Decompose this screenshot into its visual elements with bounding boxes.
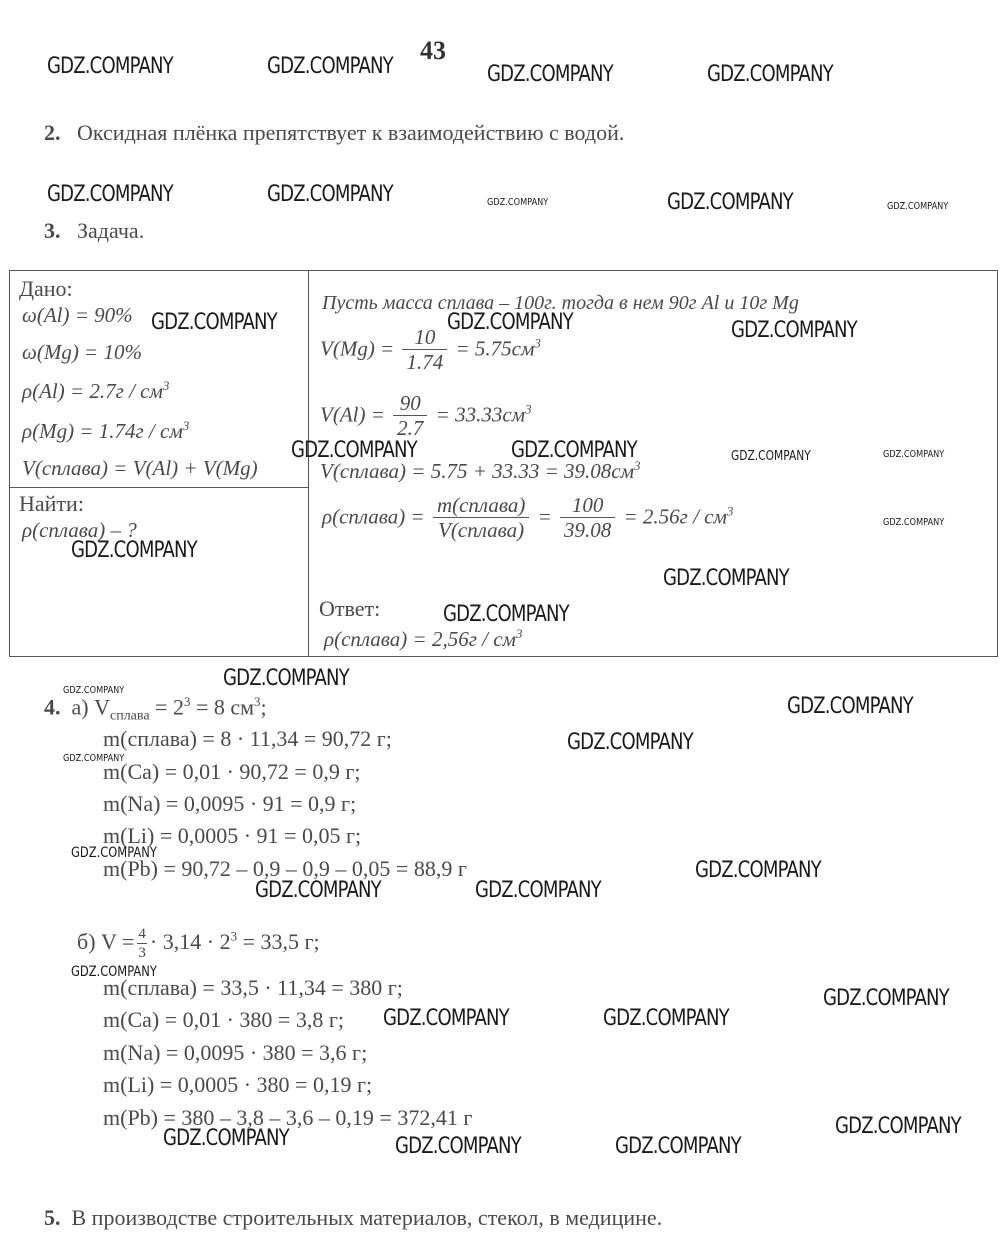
table-divider-vertical [308, 270, 309, 657]
watermark: GDZ.COMPANY [883, 449, 945, 460]
item-4-b-line-2: m(сплава) = 33,5 · 11,34 = 380 г; [103, 975, 403, 1000]
find-header: Найти: [19, 491, 84, 516]
watermark: GDZ.COMPANY [267, 54, 393, 79]
item-4-a-line-1 [44, 694, 267, 725]
val-fraction [393, 392, 427, 441]
item-4-b-line-3: m(Ca) = 0,01 · 380 = 3,8 г; [103, 1007, 344, 1032]
given-3-text: ρ(Al) = 2.7г / см [22, 379, 163, 403]
item-4-a-l1-exp: 3 [183, 694, 191, 709]
watermark: GDZ.COMPANY [603, 1006, 729, 1031]
item-4-b-l1-post: = 33,5 г; [237, 928, 320, 954]
rho-denominator-1: V(сплава) [438, 518, 525, 543]
watermark: GDZ.COMPANY [707, 62, 833, 87]
watermark: GDZ.COMPANY [447, 310, 573, 335]
find-value: ρ(сплава) – ? [22, 518, 137, 542]
page-number: 43 [420, 36, 446, 65]
solution-val [320, 392, 532, 441]
watermark: GDZ.COMPANY [511, 438, 637, 463]
watermark: GDZ.COMPANY [71, 964, 157, 980]
item-4-b-l1-exp: 3 [230, 928, 238, 944]
item-4-a-line-5: m(Li) = 0,0005 · 91 = 0,05 г; [103, 823, 362, 848]
table-border-top [9, 270, 998, 271]
vmg-exp: 3 [534, 335, 541, 351]
watermark: GDZ.COMPANY [255, 878, 381, 903]
item-4-b-fraction [137, 926, 147, 962]
item-4-b-line-1 [77, 926, 320, 962]
rho-numerator-1: m(сплава) [433, 494, 529, 518]
item-4-b-line-4: m(Na) = 0,0095 · 380 = 3,6 г; [103, 1040, 368, 1065]
watermark: GDZ.COMPANY [291, 438, 417, 463]
rho-denominator-2: 39.08 [563, 518, 612, 543]
vs-exp: 3 [634, 458, 641, 473]
item-5-text: В производстве строительных материалов, стекол, в медицине. [71, 1205, 663, 1230]
rho-fraction-1 [433, 494, 529, 543]
val-numerator: 90 [393, 392, 427, 416]
given-header: Дано: [19, 276, 73, 301]
item-4-a-l1-pre: а) V [71, 694, 110, 720]
item-4-a-l1-exp2: 3 [254, 694, 261, 709]
item-5 [44, 1205, 662, 1231]
watermark: GDZ.COMPANY [731, 318, 857, 343]
watermark: GDZ.COMPANY [695, 858, 821, 883]
given-3-exp: 3 [162, 378, 170, 393]
watermark: GDZ.COMPANY [163, 1126, 289, 1151]
rho-exp: 3 [726, 503, 734, 519]
item-2-text: Оксидная плёнка препятствует к взаимодействию с водой. [77, 120, 625, 145]
item-4-b-l1-mid: · 3,14 · 2 [149, 928, 231, 954]
item-4-a-l1-mid: = 2 [149, 694, 184, 720]
watermark: GDZ.COMPANY [47, 54, 173, 79]
watermark: GDZ.COMPANY [823, 986, 949, 1011]
item-3 [44, 218, 144, 244]
watermark: GDZ.COMPANY [487, 197, 549, 208]
watermark: GDZ.COMPANY [475, 878, 601, 903]
vmg-lhs: V(Mg) = [320, 336, 395, 361]
item-3-number: 3. [44, 218, 61, 243]
given-4-exp: 3 [182, 418, 190, 433]
watermark: GDZ.COMPANY [835, 1114, 961, 1139]
watermark: GDZ.COMPANY [71, 845, 157, 861]
watermark: GDZ.COMPANY [47, 182, 173, 207]
item-2 [44, 120, 624, 146]
item-5-number: 5. [44, 1205, 61, 1230]
item-4-a-l1-sub: сплава [109, 708, 150, 724]
vmg-fraction [402, 326, 447, 375]
table-border-left [9, 270, 10, 657]
watermark: GDZ.COMPANY [223, 666, 349, 691]
item-4-a-line-4: m(Na) = 0,0095 · 91 = 0,9 г; [103, 791, 357, 816]
given-1: ω(Al) = 90% [22, 303, 133, 327]
solution-intro: Пусть масса сплава – 100г. тогда в нем 90г Al и 10г Mg [322, 292, 799, 314]
rho-fraction-2 [560, 494, 615, 543]
val-lhs: V(Al) = [320, 402, 385, 427]
item-4-a-line-3: m(Ca) = 0,01 · 90,72 = 0,9 г; [103, 759, 361, 784]
val-denominator: 2.7 [397, 416, 424, 441]
rho-equals: = [537, 504, 552, 529]
vmg-numerator: 10 [402, 326, 447, 350]
item-4-a-l1-post: = 8 см [190, 694, 255, 720]
watermark: GDZ.COMPANY [267, 182, 393, 207]
item-4-b-denominator: 3 [138, 944, 146, 961]
rho-numerator-2: 100 [560, 494, 615, 518]
watermark: GDZ.COMPANY [63, 753, 125, 764]
item-2-number: 2. [44, 120, 61, 145]
val-rhs: = 33.33см [435, 402, 526, 427]
given-5: V(сплава) = V(Al) + V(Mg) [22, 456, 258, 480]
watermark: GDZ.COMPANY [667, 190, 793, 215]
watermark: GDZ.COMPANY [615, 1134, 741, 1159]
table-border-right [997, 270, 998, 657]
rho-rhs: = 2.56г / см [623, 504, 727, 529]
item-4-number: 4. [44, 694, 61, 720]
item-4-a-l1-end: ; [260, 694, 267, 720]
solution-rho [322, 494, 733, 543]
given-4 [22, 418, 189, 444]
item-4-b-line-5: m(Li) = 0,0005 · 380 = 0,19 г; [103, 1072, 373, 1097]
item-4-b-l1-pre: б) V = [77, 928, 135, 954]
item-4-b-numerator: 4 [138, 926, 146, 942]
given-4-text: ρ(Mg) = 1.74г / см [22, 419, 183, 443]
item-4-a-line-2: m(сплава) = 8 · 11,34 = 90,72 г; [103, 726, 392, 751]
watermark: GDZ.COMPANY [63, 685, 125, 696]
watermark: GDZ.COMPANY [383, 1006, 509, 1031]
watermark: GDZ.COMPANY [887, 201, 949, 212]
answer-text: ρ(сплава) = 2,56г / см [324, 627, 516, 651]
item-4-b-line-6: m(Pb) = 380 – 3,8 – 3,6 – 0,19 = 372,41 г [103, 1105, 473, 1130]
watermark: GDZ.COMPANY [151, 310, 277, 335]
watermark: GDZ.COMPANY [71, 538, 197, 563]
item-4-a-line-6: m(Pb) = 90,72 – 0,9 – 0,9 – 0,05 = 88,9 г [103, 856, 467, 881]
watermark: GDZ.COMPANY [443, 602, 569, 627]
vmg-denominator: 1.74 [406, 350, 444, 375]
vmg-rhs: = 5.75см [455, 336, 535, 361]
watermark: GDZ.COMPANY [663, 566, 789, 591]
watermark: GDZ.COMPANY [883, 517, 945, 528]
item-3-text: Задача. [77, 218, 145, 243]
vs-text: V(сплава) = 5.75 + 33.33 = 39.08см [320, 459, 635, 483]
answer-header: Ответ: [319, 596, 381, 621]
given-3 [22, 378, 169, 404]
table-divider-horizontal [9, 487, 309, 488]
table-border-bottom [9, 656, 998, 657]
watermark: GDZ.COMPANY [787, 694, 913, 719]
watermark: GDZ.COMPANY [395, 1134, 521, 1159]
answer-exp: 3 [515, 626, 523, 641]
watermark: GDZ.COMPANY [567, 730, 693, 755]
val-exp: 3 [525, 401, 532, 417]
watermark: GDZ.COMPANY [731, 449, 811, 464]
watermark: GDZ.COMPANY [487, 62, 613, 87]
given-2: ω(Mg) = 10% [22, 340, 142, 364]
rho-lhs: ρ(сплава) = [322, 504, 425, 529]
answer-value [324, 626, 522, 652]
